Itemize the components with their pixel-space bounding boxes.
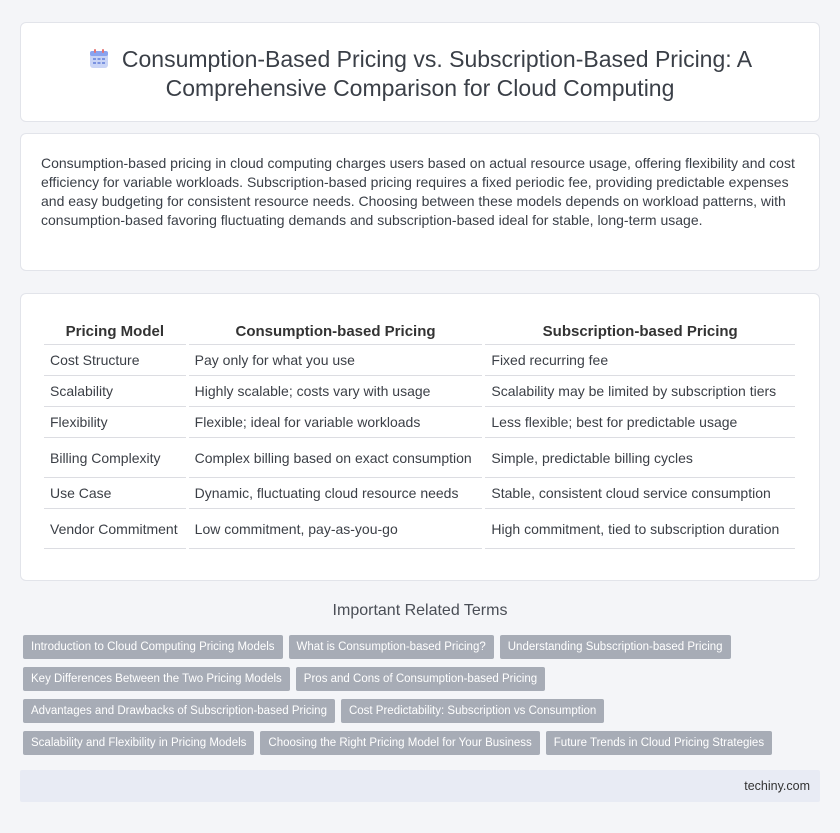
table-cell: Highly scalable; costs vary with usage xyxy=(189,376,483,407)
table-cell: Fixed recurring fee xyxy=(485,345,795,376)
related-terms-title: Important Related Terms xyxy=(332,602,508,619)
related-term-tag[interactable]: Advantages and Drawbacks of Subscription-based Pricing xyxy=(23,699,335,723)
related-term-tag[interactable]: Key Differences Between the Two Pricing Models xyxy=(23,667,290,691)
related-term-tag[interactable]: Introduction to Cloud Computing Pricing Models xyxy=(23,635,283,659)
title-card xyxy=(20,22,820,122)
comparison-table xyxy=(41,314,798,549)
related-term-tag[interactable]: What is Consumption-based Pricing? xyxy=(289,635,494,659)
tag-row xyxy=(23,667,551,691)
table-cell: High commitment, tied to subscription duration xyxy=(485,509,795,549)
table-header: Subscription-based Pricing xyxy=(485,314,795,345)
table-row xyxy=(44,438,795,478)
intro-card xyxy=(20,133,820,271)
table-cell: Vendor Commitment xyxy=(44,509,186,549)
comparison-table-card xyxy=(20,293,820,581)
table-cell: Flexible; ideal for variable workloads xyxy=(189,407,483,438)
table-cell: Dynamic, fluctuating cloud resource needs xyxy=(189,478,483,509)
related-term-tag[interactable]: Future Trends in Cloud Pricing Strategies xyxy=(546,731,772,755)
footer-site-link[interactable]: techiny.com xyxy=(744,779,810,793)
calendar-icon xyxy=(88,48,110,70)
page-title xyxy=(21,45,819,103)
table-cell: Simple, predictable billing cycles xyxy=(485,438,795,478)
table-cell: Scalability may be limited by subscription tiers xyxy=(485,376,795,407)
related-term-tag[interactable]: Understanding Subscription-based Pricing xyxy=(500,635,731,659)
tag-row xyxy=(23,699,610,723)
table-cell: Use Case xyxy=(44,478,186,509)
table-cell: Cost Structure xyxy=(44,345,186,376)
table-row xyxy=(44,345,795,376)
page-title-text: Consumption-Based Pricing vs. Subscription-Based Pricing: A Comprehensive Comparison for Cloud Computing xyxy=(121,46,753,101)
table-cell: Pay only for what you use xyxy=(189,345,483,376)
table-cell: Complex billing based on exact consumption xyxy=(189,438,483,478)
related-term-tag[interactable]: Scalability and Flexibility in Pricing Models xyxy=(23,731,254,755)
table-cell: Scalability xyxy=(44,376,186,407)
table-cell: Low commitment, pay-as-you-go xyxy=(189,509,483,549)
table-row xyxy=(44,376,795,407)
footer-bar xyxy=(20,770,820,802)
table-row xyxy=(44,478,795,509)
related-term-tag[interactable]: Pros and Cons of Consumption-based Pricing xyxy=(296,667,545,691)
table-cell: Flexibility xyxy=(44,407,186,438)
table-header: Pricing Model xyxy=(44,314,186,345)
table-cell: Less flexible; best for predictable usage xyxy=(485,407,795,438)
table-row xyxy=(44,509,795,549)
table-header: Consumption-based Pricing xyxy=(189,314,483,345)
table-cell: Billing Complexity xyxy=(44,438,186,478)
related-term-tag[interactable]: Choosing the Right Pricing Model for Your Business xyxy=(260,731,539,755)
related-term-tag[interactable]: Cost Predictability: Subscription vs Consumption xyxy=(341,699,604,723)
tag-row xyxy=(23,731,778,755)
intro-paragraph: Consumption-based pricing in cloud computing charges users based on actual resource usage, offering flexibility and cost efficiency for variable workloads. Subscription-based pricing requires a fixed periodic fee, providing predictable expenses and easy budgeting for consistent resource needs. Choosing between these models depends on workload patterns, with consumption-based favoring fluctuating demands and subscription-based ideal for stable, long-term usage. xyxy=(41,155,795,228)
tag-row xyxy=(23,635,737,659)
table-cell: Stable, consistent cloud service consumption xyxy=(485,478,795,509)
table-row xyxy=(44,407,795,438)
